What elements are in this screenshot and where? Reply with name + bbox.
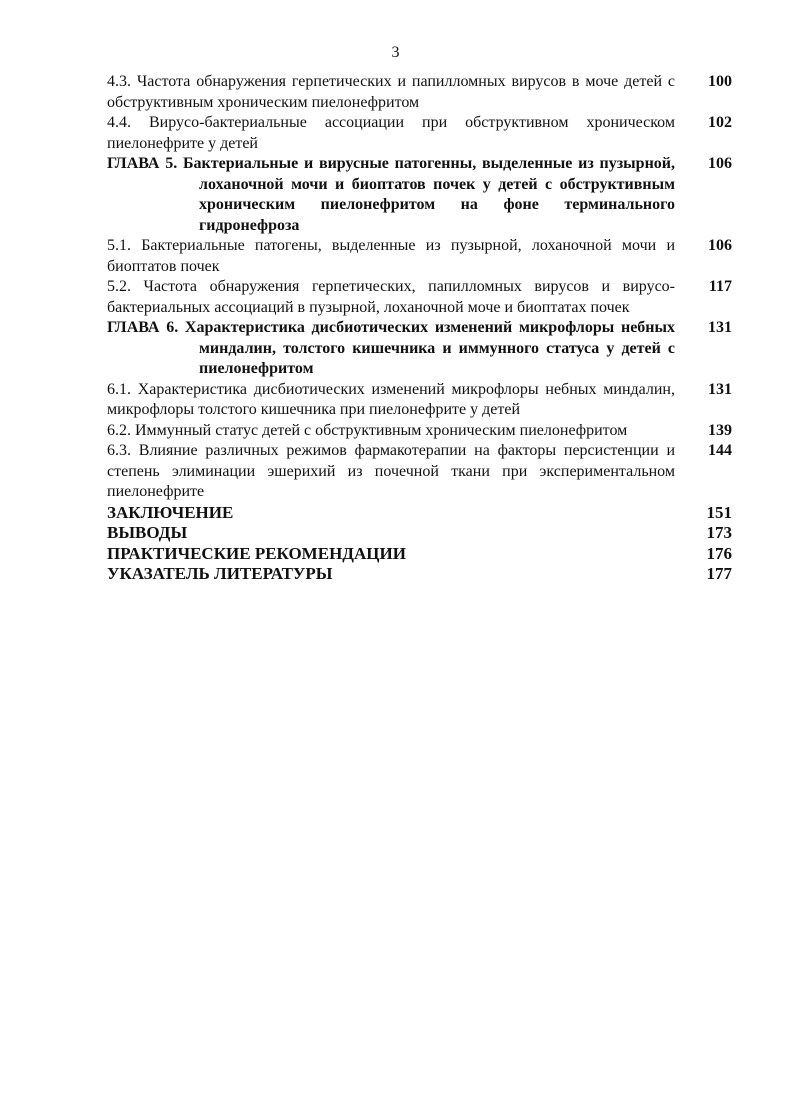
toc-bibliography [107,564,732,585]
toc-entry-title: 5.2. Частота обнаружения герпетических, папилломных вирусов и вирусо-бактериальных ассоциаций в пузырной, лоханочной моче и биоптатах почек [107,278,675,316]
toc-chapter-5 [107,154,732,236]
toc-entry-title: 6.3. Влияние различных режимов фармакотерапии на факторы персистенции и степень элиминации эшерихий из почечной ткани при экспериментальном пиелонефрите [107,442,675,500]
toc-chapter-title: ГЛАВА 5. Бактериальные и вирусные патогенны, выделенные из пузырной, лоханочной мочи и биоптатов почек у детей с обструктивным хроническим пиелонефритом на фоне терминального гидронефроза [107,155,675,234]
toc-entry-6-3 [107,441,732,503]
toc-entry-6-1 [107,380,732,421]
toc-entry-page: 176 [706,543,732,563]
toc-entry-page: 102 [708,114,732,131]
toc-entry-4-3 [107,72,732,113]
toc-entry-title: 5.1. Бактериальные патогены, выделенные из пузырной, лоханочной мочи и биоптатов почек [107,237,675,275]
toc-entry-page: 106 [708,237,732,254]
toc-entry-page: 100 [708,73,732,90]
toc-entry-title: 6.1. Характеристика дисбиотических изменений микрофлоры небных миндалин, микрофлоры толстого кишечника при пиелонефрите у детей [107,380,675,418]
toc-chapter-title: ГЛАВА 6. Характеристика дисбиотических изменений микрофлоры небных миндалин, толстого кишечника и иммунного статуса у детей с пиелонефритом [107,319,675,377]
toc-entry-page: 117 [708,278,732,295]
toc-conclusion [107,503,732,524]
toc-entry-page: 131 [708,319,732,336]
toc-recommendations [107,544,732,565]
toc-entry-page: 151 [706,502,732,522]
toc-findings [107,523,732,544]
toc-entry-4-4 [107,113,732,154]
toc-final-title: УКАЗАТЕЛЬ ЛИТЕРАТУРЫ [107,564,333,583]
toc-final-title: ПРАКТИЧЕСКИЕ РЕКОМЕНДАЦИИ [107,543,406,563]
toc-entry-title: 4.3. Частота обнаружения герпетических и папилломных вирусов в моче детей с обструктивным хроническим пиелонефритом [107,73,675,111]
toc-final-title: ВЫВОДЫ [107,523,188,542]
toc-entry-page: 177 [706,564,732,583]
toc-entry-page: 144 [708,442,732,459]
table-of-contents [107,72,732,585]
toc-entry-5-1 [107,236,732,277]
toc-entry-page: 106 [708,155,732,172]
page-number: 3 [391,44,400,61]
toc-chapter-6 [107,318,732,380]
toc-entry-page: 173 [706,523,732,542]
toc-entry-page: 139 [708,421,732,439]
toc-final-title: ЗАКЛЮЧЕНИЕ [107,502,234,522]
toc-entry-title: 6.2. Иммунный статус детей с обструктивным хроническим пиелонефритом [107,421,628,439]
toc-entry-title: 4.4. Вирусо-бактериальные ассоциации при обструктивном хроническом пиелонефрите у детей [107,114,675,152]
toc-entry-page: 131 [708,380,732,398]
toc-entry-5-2 [107,277,732,318]
toc-entry-6-2 [107,421,732,442]
